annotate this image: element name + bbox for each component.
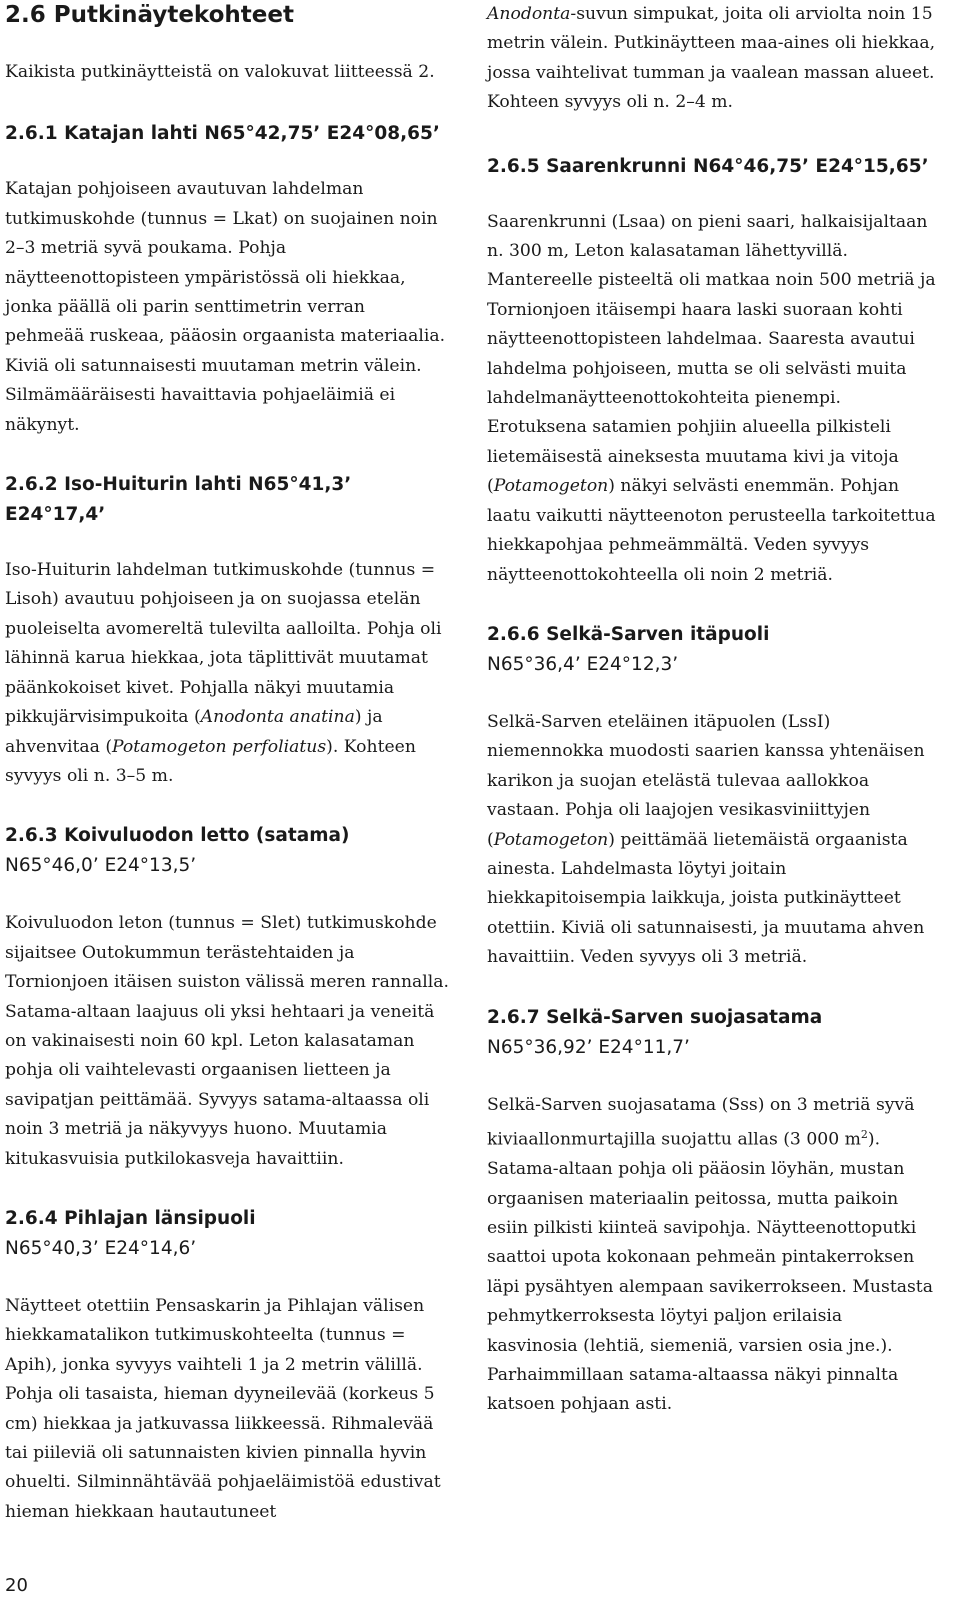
text-fragment: Saarenkrunni (Lsaa) on pieni saari, halkaisijaltaan n. 300 m, Leton kalasataman lähettyvillä. Mantereelle pisteeltä oli matkaa noin 500 metriä ja Tornionjoen itäisempi haara laski suoraan kohti näytteenottopisteen lahdelmaa. Saaresta avautui lahdelma pohjoiseen, mutta se oli selvästi muita lahdelmanäytteenottokohteita pienempi. Erotuksena satamien pohjiin alueella pilkisteli lietemäisestä aineksesta muutama kivi ja vitoja (: [487, 211, 936, 497]
text-fragment: Iso-Huiturin lahdelman tutkimuskohde (tunnus = Lisoh) avautuu pohjoiseen ja on suojassa etelän puoleiselta avomereltä tulevilta aalloilta. Pohja oli lähinnä karua hiekkaa, jota täplittivät muutamat päänkokoiset kivet. Pohjalla näkyi muutamia pikkujärvisimpukoita (: [5, 560, 442, 728]
paragraph-2-6-7: [487, 1091, 937, 1420]
coords-2-6-4: N65°40,3’ E24°14,6’: [5, 1237, 197, 1259]
text-fragment: ). Satama-altaan pohja oli pääosin löyhän, mustan orgaanisen materiaalin peitossa, mutta paikoin esiin pilkisti kiinteä savipohja. Näytteenottoputki saattoi upota kokonaan pehmeän pintakerroksen läpi pysähtyen alempaan savikerrokseen. Mustasta pehmytkerroksesta löytyi paljon erilaisia kasvinosia (lehtiä, siemeniä, varsien osia jne.). Parhaimmillaan satama-altaassa näkyi pinnalta katsoen pohjaan asti.: [487, 1129, 933, 1415]
text-fragment: Selkä-Sarven suojasatama (Sss) on 3 metriä syvä kiviaallonmurtajilla suojattu allas (3 000 m: [487, 1094, 915, 1150]
right-column: [487, 0, 937, 1420]
section-intro: Kaikista putkinäytteistä on valokuvat liitteessä 2.: [5, 62, 435, 82]
species-name: Potamogeton: [493, 476, 609, 497]
paragraph-2-6-5: [487, 208, 937, 590]
heading-2-6-1: 2.6.1 Katajan lahti N65°42,75’ E24°08,65’: [5, 123, 440, 145]
left-column: [5, 0, 449, 1527]
heading-2-6-3: 2.6.3 Koivuluodon letto (satama): [5, 825, 350, 847]
species-name: Anodonta anatina: [200, 707, 355, 728]
species-name: Potamogeton perfoliatus: [112, 736, 327, 757]
paragraph-2-6-6: [487, 708, 937, 973]
text-fragment: Näytteet otettiin Pensaskarin ja Pihlajan välisen hiekkamatalikon tutkimuskohteelta (tunnus = Apih), jonka syvyys vaihteli 1 ja 2 metrin välillä. Pohja oli tasaista, hieman dyyneilevää (korkeus 5 cm) hiekkaa ja jatkuvassa liikkeessä. Rihmalevää tai piileviä oli satunnaisten kivien pinnalla hyvin ohuelti. Silminnähtävää pohjaeläimistöä edustivat hieman hiekkaan hautautuneet: [5, 1295, 441, 1522]
paragraph-2-6-3: Koivuluodon leton (tunnus = Slet) tutkimuskohde sijaitsee Outokummun terästehtaiden ja Tornionjoen itäisen suiston välissä meren rannalla. Satama-altaan laajuus oli yksi hehtaari ja veneitä on vakinaisesti noin 60 kpl. Leton kalasataman pohja oli vaihtelevasti orgaanisen lietteen ja savipatjan peittämää. Syvyys satama-altaassa oli noin 3 metriä ja näkyvyys huono. Muutamia kitukasvuisia putkilokasveja havaittiin.: [5, 913, 449, 1169]
species-name: Anodonta: [487, 4, 571, 24]
coords-2-6-3: N65°46,0’ E24°13,5’: [5, 855, 197, 877]
species-name: Potamogeton: [493, 829, 609, 850]
heading-2-6-5: 2.6.5 Saarenkrunni N64°46,75’ E24°15,65’: [487, 155, 929, 177]
text-fragment: ). Kohteen syvyys oli n. 3–5 m.: [5, 736, 416, 786]
heading-2-6-2: 2.6.2 Iso-Huiturin lahti N65°41,3’ E24°17,4’: [5, 474, 352, 526]
paragraph-2-6-4-continued: [487, 0, 937, 118]
page-number: 20: [5, 1575, 28, 1596]
paragraph-2-6-4: [5, 1292, 449, 1527]
heading-2-6-6: 2.6.6 Selkä-Sarven itäpuoli: [487, 623, 770, 645]
text-fragment: ) näkyi selvästi enemmän. Pohjan laatu vaikutti näytteenoton perusteella tarkoitettua hiekkapohjaa pehmeämmältä. Veden syvyys näytteenottokohteella oli noin 2 metriä.: [487, 476, 936, 585]
paragraph-2-6-1: Katajan pohjoiseen avautuvan lahdelman tutkimuskohde (tunnus = Lkat) on suojainen noin 2–3 metriä syvä poukama. Pohja näytteenottopisteen ympäristössä oli hiekkaa, jonka päällä oli parin senttimetrin verran pehmeää ruskeaa, pääosin orgaanista materiaalia. Kiviä oli satunnaisesti muutaman metrin välein. Silmämääräisesti havaittavia pohjaeläimiä ei näkynyt.: [5, 179, 446, 435]
heading-2-6-4: 2.6.4 Pihlajan länsipuoli: [5, 1207, 256, 1229]
section-title: 2.6 Putkinäytekohteet: [5, 2, 294, 28]
superscript: 2: [860, 1127, 868, 1141]
text-fragment: Selkä-Sarven eteläinen itäpuolen (LssI) niemennokka muodosti saarien kanssa yhtenäisen karikon ja suojan etelästä tulevaa aallokkoa vastaan. Pohja oli laajojen vesikasviniittyjen (: [487, 711, 925, 850]
text-fragment: ) peittämää lietemäistä orgaanista ainesta. Lahdelmasta löytyi joitain hiekkapitoisempia laikkuja, joista putkinäytteet otettiin. Kiviä oli satunnaisesti, ja muutama ahven havaittiin. Veden syvyys oli 3 metriä.: [487, 829, 925, 968]
heading-2-6-7: 2.6.7 Selkä-Sarven suojasatama: [487, 1006, 823, 1028]
coords-2-6-7: N65°36,92’ E24°11,7’: [487, 1036, 690, 1058]
text-fragment: ) ja ahvenvitaa (: [5, 707, 383, 757]
paragraph-2-6-2: [5, 556, 449, 791]
text-fragment: -suvun simpukat, joita oli arviolta noin 15 metrin välein. Putkinäytteen maa-aines oli hiekkaa, jossa vaihtelivat tumman ja vaalean massan alueet. Kohteen syvyys oli n. 2–4 m.: [487, 4, 936, 113]
coords-2-6-6: N65°36,4’ E24°12,3’: [487, 653, 679, 675]
